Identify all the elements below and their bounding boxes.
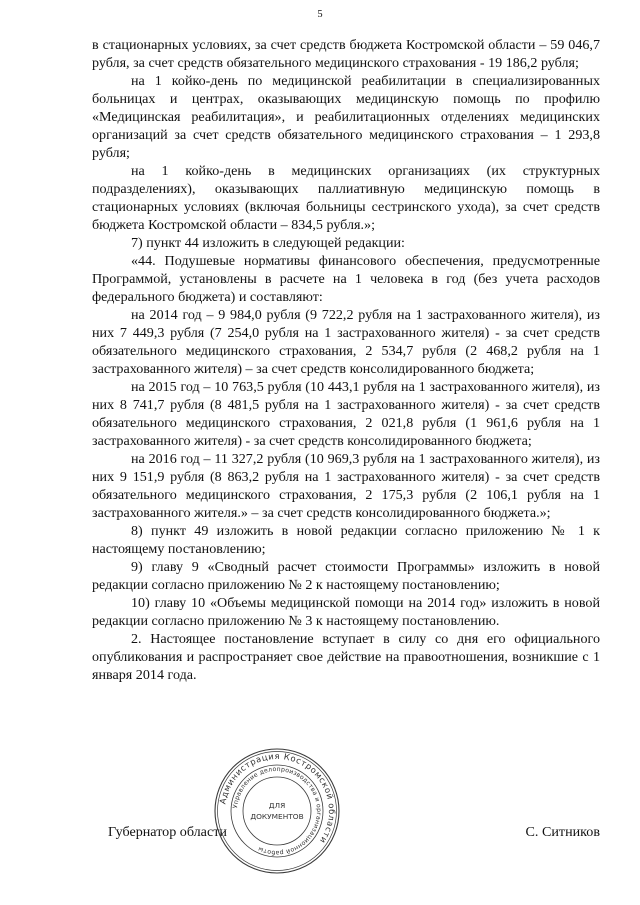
paragraph-9: 8) пункт 49 изложить в новой редакции согласно приложению № 1 к настоящему постановлению;	[92, 523, 600, 557]
official-stamp	[212, 746, 342, 876]
page-number: 5	[317, 9, 323, 20]
paragraph-3: на 1 койко-день в медицинских организациях (их структурных подразделениях), оказывающих паллиативную медицинскую помощь в стационарных условиях (включая больницы сестринского ухода), за счет средств бюджета Костромской области – 834,5 рубля.»;	[92, 163, 600, 233]
paragraph-12: 2. Настоящее постановление вступает в силу со дня его официального опубликования и распространяет свое действие на правоотношения, возникшие с 1 января 2014 года.	[92, 631, 600, 683]
signatory-title: Губернатор области	[108, 824, 227, 840]
paragraph-8: на 2016 год – 11 327,2 рубля (10 969,3 рубля на 1 застрахованного жителя), из них 9 151,9 рубля (8 863,2 рубля на 1 застрахованного жителя) - за счет средств обязательного медицинского страхования, 2 175,3 рубля (2 106,1 рубля на 1 застрахованного жителя.» – за счет средств консолидированного бюджета.»;	[92, 451, 600, 521]
stamp-center-line-1: ДЛЯ	[268, 801, 286, 810]
paragraph-11: 10) главу 10 «Объемы медицинской помощи на 2014 год» изложить в новой редакции согласно приложению № 3 к настоящему постановлению.	[92, 595, 600, 629]
stamp-inner-text: Управление делопроизводства и организационной работы	[232, 765, 323, 857]
paragraph-5: «44. Подушевые нормативы финансового обеспечения, предусмотренные Программой, установлены в расчете на 1 человека в год (без учета расходов федерального бюджета) и составляют:	[92, 253, 600, 305]
signatory-name: С. Ситников	[525, 824, 600, 840]
paragraph-10: 9) главу 9 «Сводный расчет стоимости Программы» изложить в новой редакции согласно приложению № 2 к настоящему постановлению;	[92, 559, 600, 593]
paragraph-7: на 2015 год – 10 763,5 рубля (10 443,1 рубля на 1 застрахованного жителя), из них 8 741,7 рубля (8 481,5 рубля на 1 застрахованного жителя) - за счет средств обязательного медицинского страхования, 2 021,8 рубля (1 961,6 рубля на 1 застрахованного жителя) - за счет средств консолидированного бюджета;	[92, 379, 600, 449]
document-body	[92, 36, 600, 684]
paragraph-1: в стационарных условиях, за счет средств бюджета Костромской области – 59 046,7 рубля, за счет средств обязательного медицинского страхования - 19 186,2 рубля;	[92, 37, 600, 71]
paragraph-6: на 2014 год – 9 984,0 рубля (9 722,2 рубля на 1 застрахованного жителя), из них 7 449,3 рубля (7 254,0 рубля на 1 застрахованного жителя) - за счет средств обязательного медицинского страхования, 2 534,7 рубля (2 468,2 рубля на 1 застрахованного жителя) – за счет средств консолидированного бюджета;	[92, 307, 600, 377]
stamp-outer-text: Администрация Костромской области	[217, 750, 338, 846]
paragraph-4: 7) пункт 44 изложить в следующей редакции:	[131, 235, 405, 251]
stamp-center-line-2: ДОКУМЕНТОВ	[250, 812, 304, 821]
paragraph-2: на 1 койко-день по медицинской реабилитации в специализированных больницах и центрах, оказывающих медицинскую помощь по профилю «Медицинская реабилитация», и реабилитационных отделениях медицинских организаций за счет средств обязательного медицинского страхования – 1 293,8 рубля;	[92, 73, 600, 161]
